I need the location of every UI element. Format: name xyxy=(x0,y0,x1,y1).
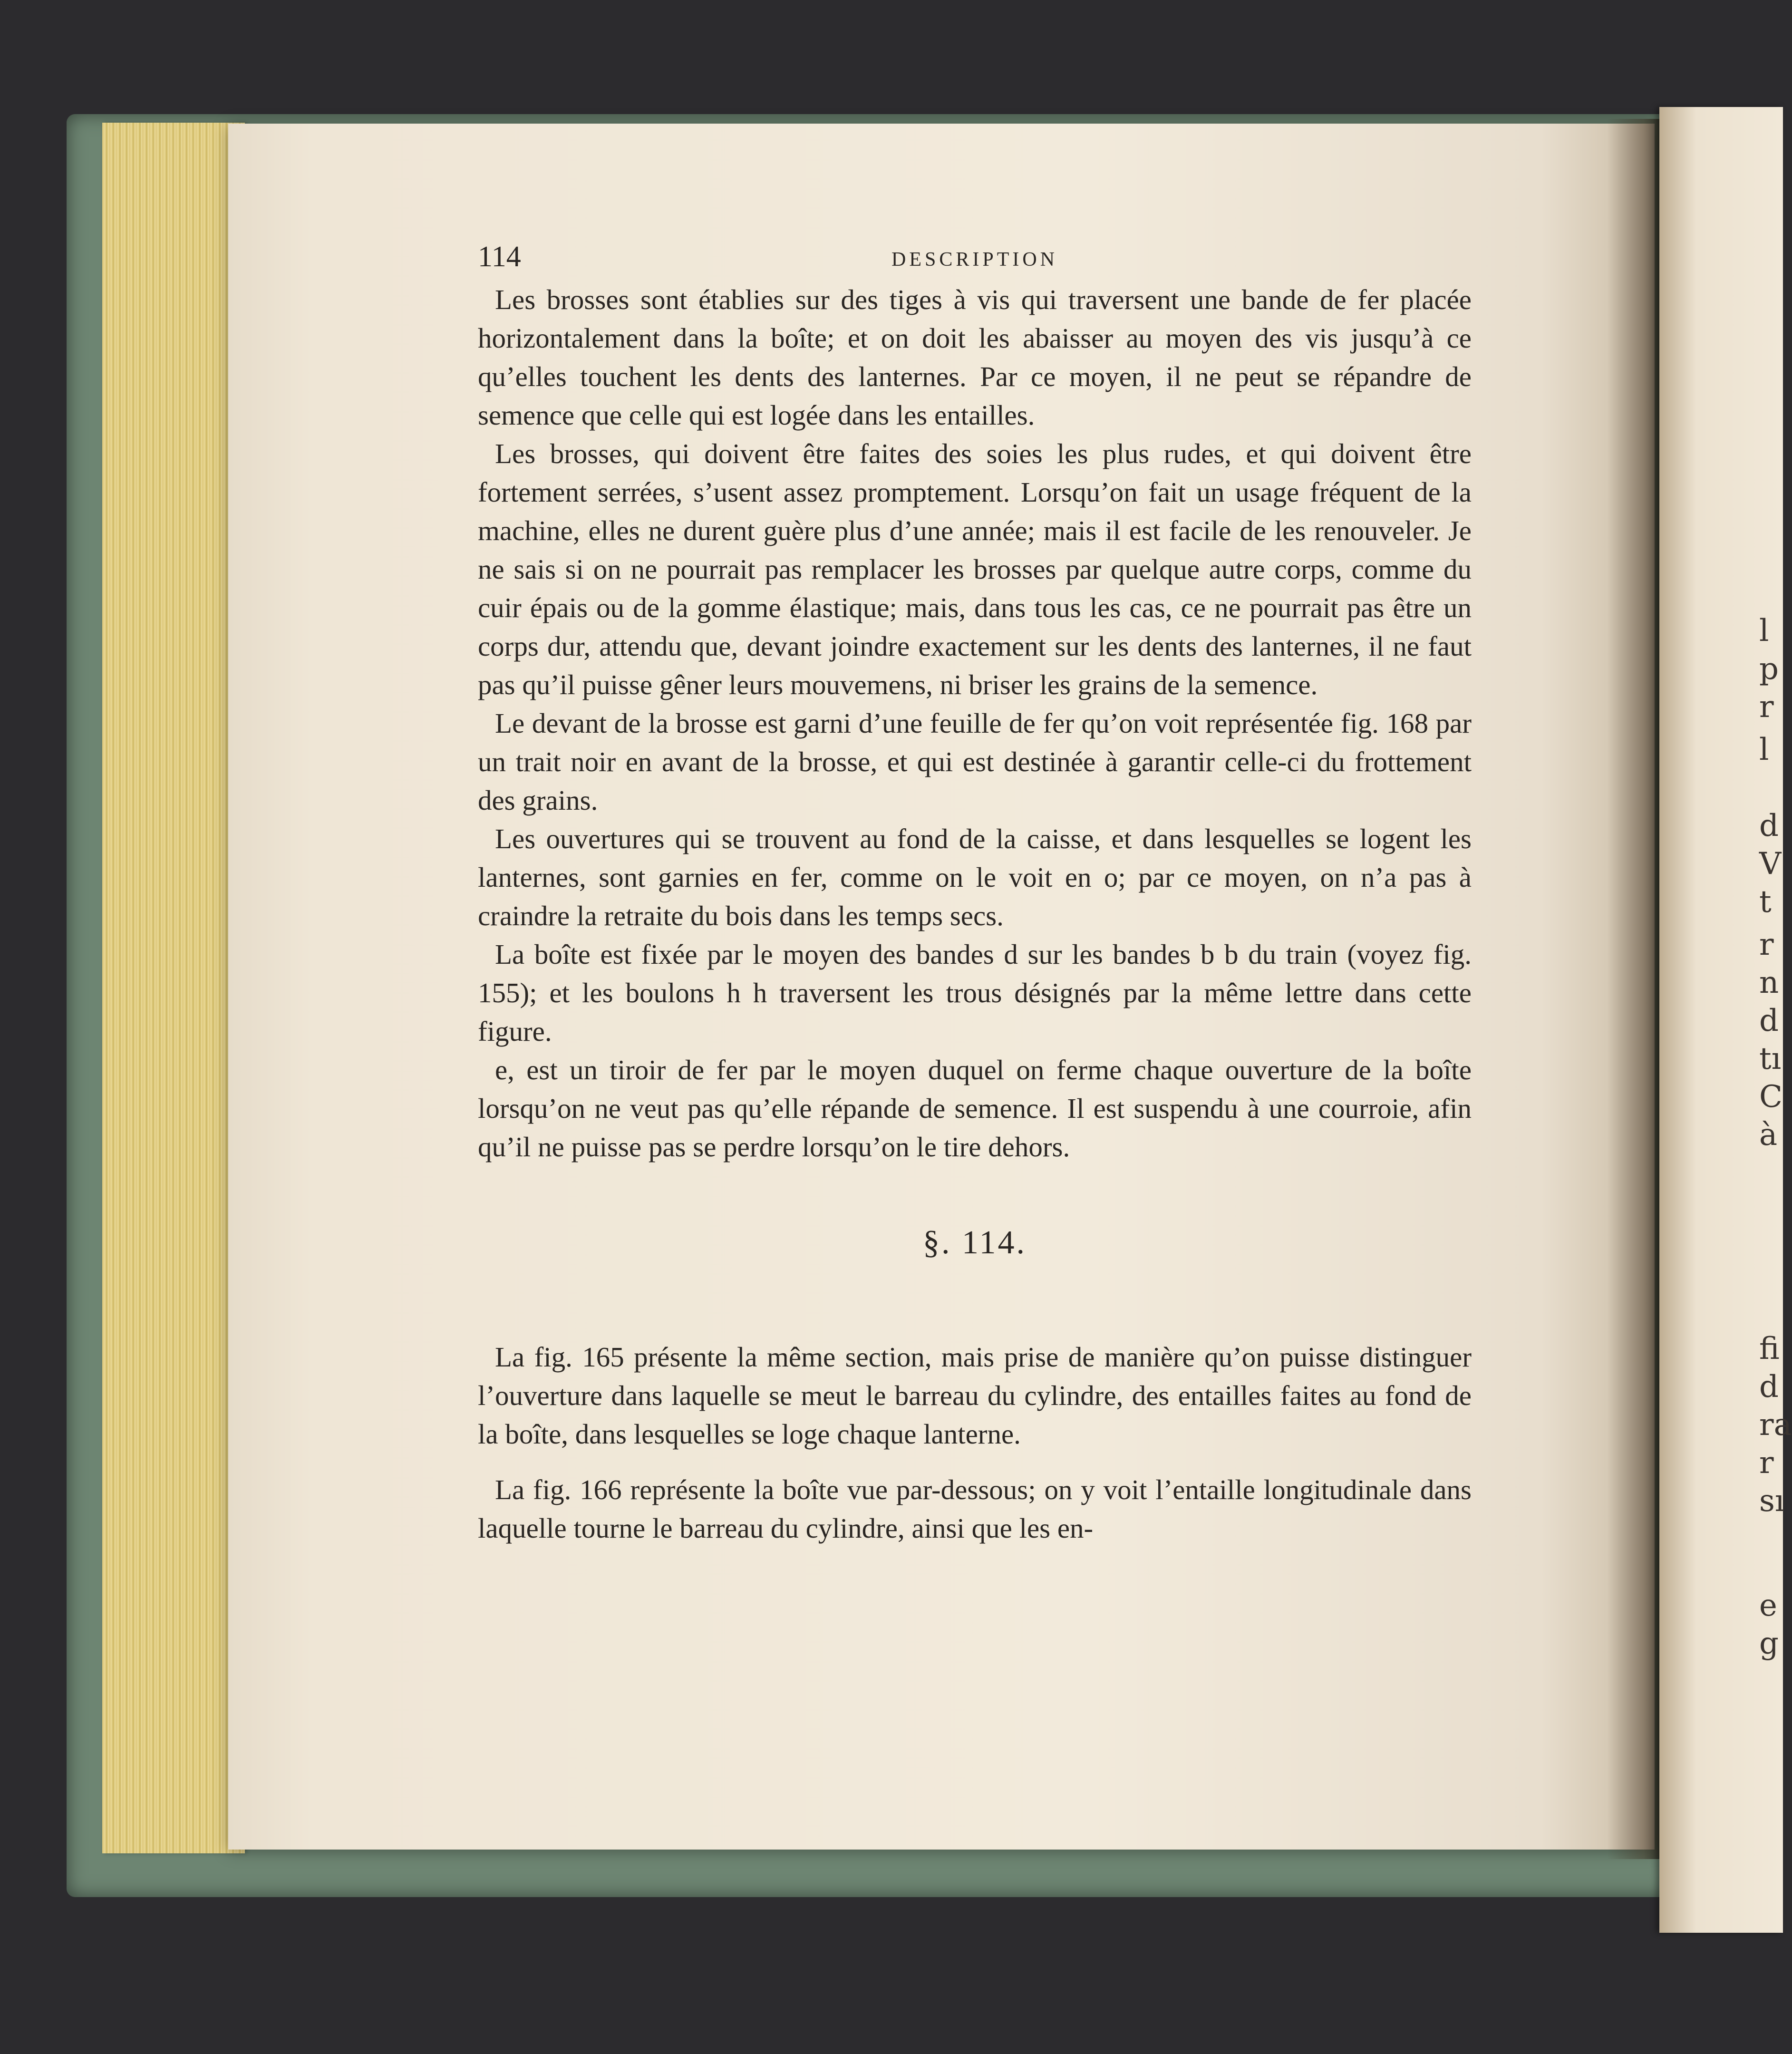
paragraph: Les ouvertures qui se trouvent au fond de la caisse, et dans lesquelles se logent les lanternes, sont garnies en fer, comme on le voit en o; par ce moyen, on n’a pas à craindre la retraite du bois dans les temps secs. xyxy=(478,823,1472,931)
facing-fragment: r xyxy=(1759,689,1774,725)
facing-fragment: n xyxy=(1759,965,1779,1000)
facing-fragment: p xyxy=(1759,651,1779,687)
running-title: DESCRIPTION xyxy=(891,249,1058,271)
paragraph: La fig. 165 présente la même section, mais prise de manière qu’on puisse distinguer l’ouverture dans laquelle se meut le barreau du cylindre, des entailles faites au fond de la boîte, dans lesquelles se loge chaque lanterne. xyxy=(478,1341,1472,1450)
paragraph: La fig. 166 représente la boîte vue par-dessous; on y voit l’entaille longitudinale dans laquelle tourne le barreau du cylindre, ainsi que les en- xyxy=(478,1474,1472,1544)
facing-fragment: à xyxy=(1759,1117,1778,1153)
page-text-block xyxy=(478,238,1472,1548)
paragraph-gap xyxy=(478,1453,1472,1471)
facing-fragment: fi xyxy=(1759,1331,1780,1366)
facing-fragment: r xyxy=(1759,1445,1774,1481)
facing-fragment: C xyxy=(1759,1079,1782,1114)
facing-fragment: d xyxy=(1759,1003,1779,1038)
paragraph: La boîte est fixée par le moyen des bandes d sur les bandes b b du train (voyez fig. 155); et les boulons h h traversent les trous désignés par la même lettre dans cette figure. xyxy=(478,939,1472,1047)
facing-fragment: ra xyxy=(1759,1407,1792,1443)
facing-fragment: r xyxy=(1759,927,1774,962)
section-heading: §. 114. xyxy=(923,1224,1027,1261)
facing-fragment: l xyxy=(1759,732,1769,767)
page-number: 114 xyxy=(478,241,521,273)
facing-fragment: e xyxy=(1759,1588,1777,1623)
facing-fragment: t xyxy=(1759,884,1772,920)
page-edges xyxy=(102,123,245,1853)
page-header xyxy=(478,238,1472,281)
facing-fragment: l xyxy=(1759,613,1769,649)
paragraph: Le devant de la brosse est garni d’une feuille de fer qu’on voit représentée fig. 168 par un trait noir en avant de la brosse, et qui est destinée à garantir celle-ci du frottement des grains. xyxy=(478,707,1472,816)
paragraph: Les brosses sont établies sur des tiges à vis qui traversent une bande de fer placée horizontalement dans la boîte; et on doit les abaisser au moyen des vis jusqu’à ce qu’elles touchent les dents des lanternes. Par ce moyen, il ne peut se répandre de semence que celle qui est logée dans les entailles. xyxy=(478,284,1472,431)
facing-fragment: sı xyxy=(1759,1483,1785,1519)
paragraph: Les brosses, qui doivent être faites des soies les plus rudes, et qui doivent être fortement serrées, s’usent assez promptement. Lorsqu’on fait un usage fréquent de la machine, elles ne durent guère plus d’une année; mais il est facile de les renouveler. Je ne sais si on ne pourrait pas remplacer les brosses par quelque autre corps, comme du cuir épais ou de la gomme élastique; mais, dans tous les cas, ce ne pourrait pas être un corps dur, attendu que, devant joindre exactement sur les dents des lanternes, il ne faut pas qu’il puisse gêner leurs mouvemens, ni briser les grains de la semence. xyxy=(478,438,1472,700)
facing-fragment: g xyxy=(1759,1626,1779,1661)
paragraph: e, est un tiroir de fer par le moyen duquel on ferme chaque ouverture de la boîte lorsqu’on ne veut pas qu’elle répande de semence. Il est suspendu à une courroie, afin qu’il ne puisse pas se perdre lorsqu’on le tire dehors. xyxy=(478,1054,1472,1163)
facing-fragment: d xyxy=(1759,808,1779,843)
facing-fragment: d xyxy=(1759,1369,1779,1405)
facing-fragment: V xyxy=(1759,846,1782,882)
facing-fragment: tı xyxy=(1759,1041,1782,1076)
